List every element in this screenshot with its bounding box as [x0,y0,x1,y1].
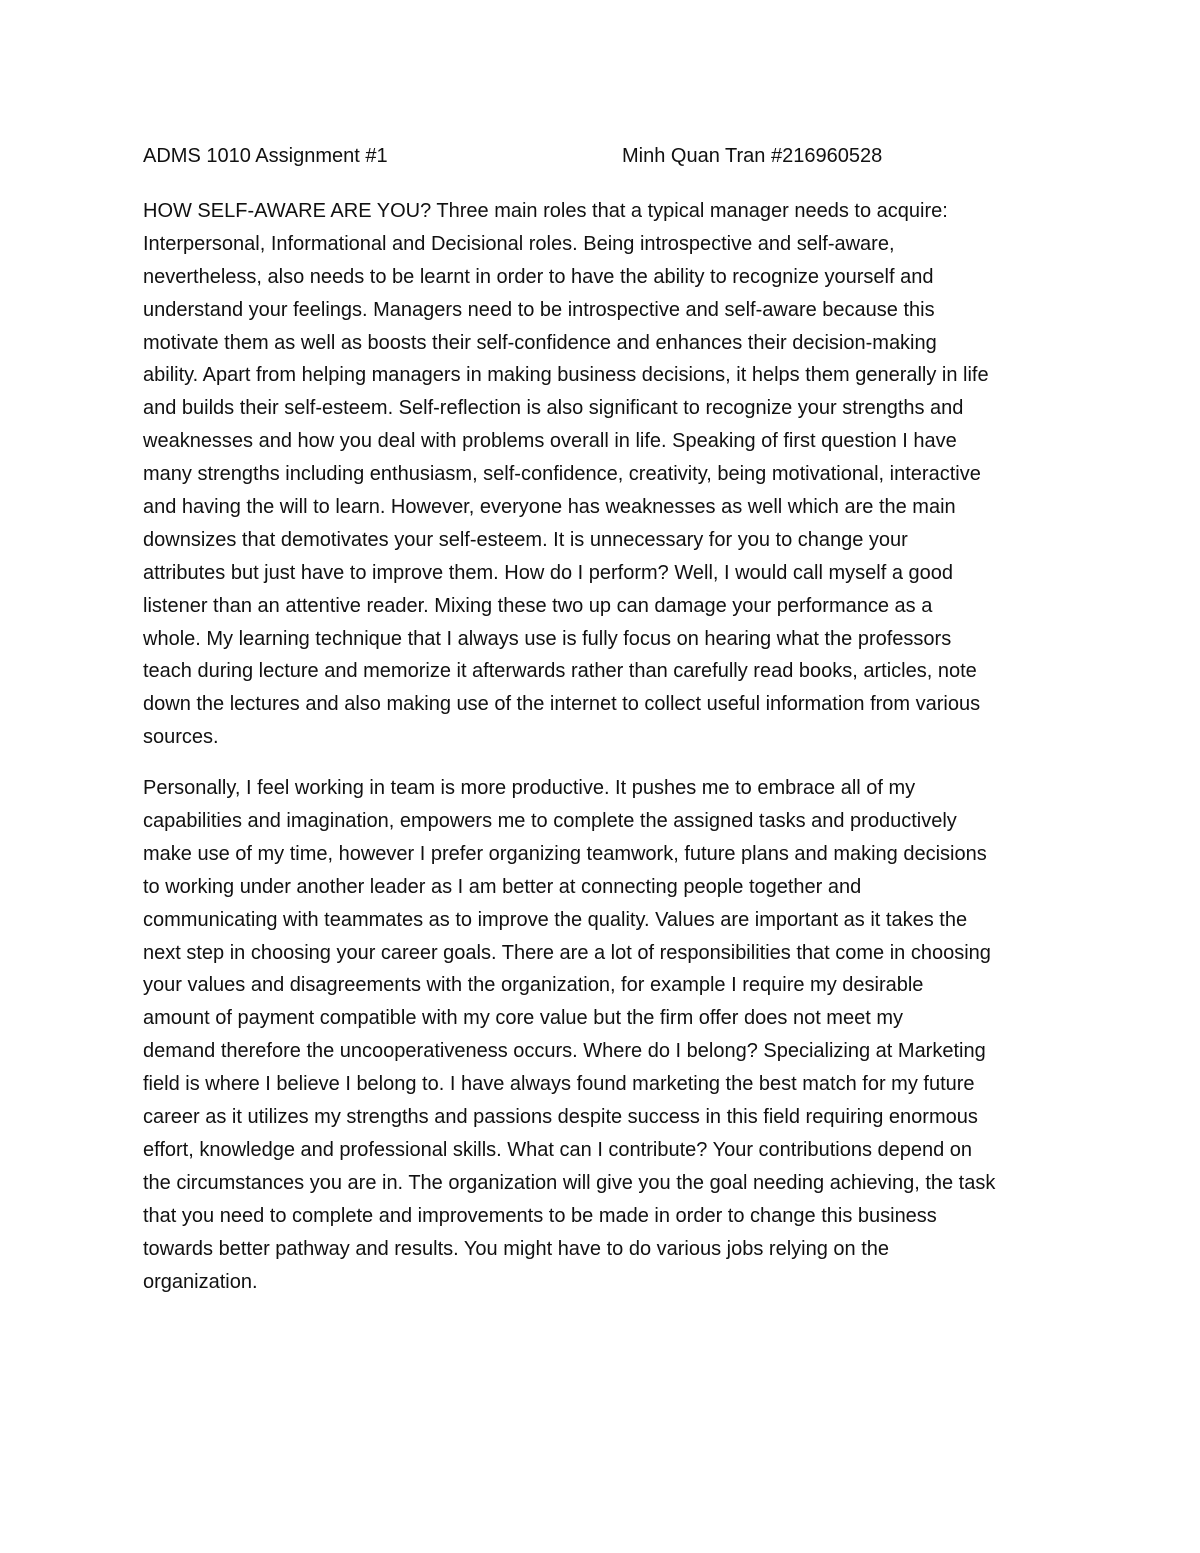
text-line: communicating with teammates as to improve the quality. Values are important as it takes the [143,908,968,931]
text-line: effort, knowledge and professional skills. What can I contribute? Your contributions depend on [143,1138,973,1161]
text-line: HOW SELF-AWARE ARE YOU? Three main roles that a typical manager needs to acquire: [143,200,948,222]
text-line: weaknesses and how you deal with problems overall in life. Speaking of first question I have [143,430,957,453]
document-header [143,140,1063,173]
text-line: make use of my time, however I prefer organizing teamwork, future plans and making decisions [143,842,987,865]
text-line: sources. [143,726,219,749]
text-line: career as it utilizes my strengths and passions despite success in this field requiring enormous [143,1106,978,1129]
text-line: motivate them as well as boosts their self-confidence and enhances their decision-making [143,331,937,354]
paragraph-2 [143,772,1063,1298]
text-line: understand your feelings. Managers need to be introspective and self-aware because this [143,298,935,321]
text-line: field is where I believe I belong to. I have always found marketing the best match for my future [143,1073,975,1096]
text-line: whole. My learning technique that I always use is fully focus on hearing what the professors [143,627,952,650]
text-line: to working under another leader as I am better at connecting people together and [143,875,862,898]
text-line: and having the will to learn. However, everyone has weaknesses as well which are the main [143,496,956,519]
text-line: demand therefore the uncooperativeness occurs. Where do I belong? Specializing at Marketing [143,1040,986,1063]
document-body [143,140,1063,1298]
text-line: and builds their self-esteem. Self-reflection is also significant to recognize your strengths and [143,397,964,420]
text-line: Personally, I feel working in team is more productive. It pushes me to embrace all of my [143,777,916,800]
text-line: many strengths including enthusiasm, self-confidence, creativity, being motivational, interactive [143,463,981,486]
text-line: ability. Apart from helping managers in making business decisions, it helps them generally in life [143,364,989,387]
text-line: nevertheless, also needs to be learnt in order to have the ability to recognize yourself and [143,265,934,288]
paragraph-1 [143,195,1063,754]
text-line: towards better pathway and results. You might have to do various jobs relying on the [143,1237,890,1260]
text-line: capabilities and imagination, empowers me to complete the assigned tasks and productively [143,810,957,833]
text-line: amount of payment compatible with my core value but the firm offer does not meet my [143,1007,903,1030]
text-line: downsizes that demotivates your self-esteem. It is unnecessary for you to change your [143,528,908,551]
student-name-id: Minh Quan Tran #216960528 [622,145,883,167]
text-line: organization. [143,1270,258,1293]
text-line: next step in choosing your career goals. There are a lot of responsibilities that come in choosing [143,941,991,964]
text-line: teach during lecture and memorize it afterwards rather than carefully read books, articles, note [143,660,977,683]
text-line: listener than an attentive reader. Mixing these two up can damage your performance as a [143,594,933,617]
text-line: that you need to complete and improvements to be made in order to change this business [143,1204,937,1227]
text-line: the circumstances you are in. The organization will give you the goal needing achieving, the task [143,1171,996,1194]
assignment-title: ADMS 1010 Assignment #1 [143,145,388,167]
text-line: attributes but just have to improve them. How do I perform? Well, I would call myself a good [143,561,953,584]
text-line: down the lectures and also making use of the internet to collect useful information from various [143,693,981,716]
text-line: your values and disagreements with the organization, for example I require my desirable [143,974,924,997]
text-line: Interpersonal, Informational and Decisional roles. Being introspective and self-aware, [143,232,895,255]
